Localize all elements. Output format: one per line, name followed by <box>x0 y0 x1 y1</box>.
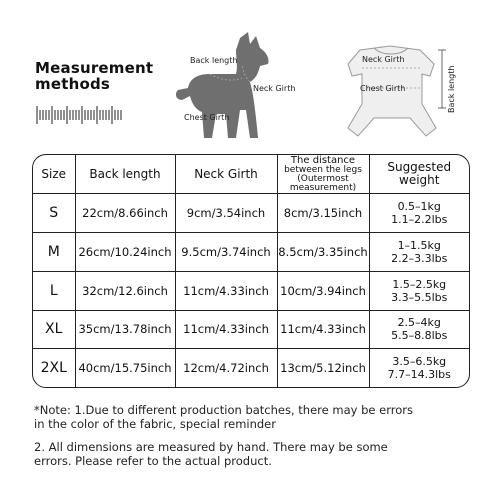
note-line: errors. Please refer to the actual product. <box>34 454 272 468</box>
table-row <box>33 194 469 233</box>
header-suggested-weight <box>369 155 469 194</box>
size-table-grid <box>33 155 469 387</box>
note-line: in the color of the fabric, special reminder <box>34 417 276 431</box>
cell-back-length: 22cm/8.66inch <box>75 194 175 233</box>
cell-weight-kg: 3.5–6.5kg <box>392 355 447 369</box>
cell-size: L <box>33 271 75 310</box>
header-leg-distance-line: The distance <box>290 154 356 166</box>
header-leg-distance-line: between the legs <box>284 164 362 175</box>
cell-neck-girth: 11cm/4.33inch <box>175 310 277 349</box>
cell-leg-distance: 13cm/5.12inch <box>277 349 369 387</box>
cell-size: S <box>33 194 75 233</box>
header-leg-distance <box>277 155 369 194</box>
note-line: 2. All dimensions are measured by hand. There may be some <box>34 440 388 454</box>
size-table <box>32 154 470 388</box>
table-row <box>33 271 469 310</box>
cell-weight-kg: 1–1.5kg <box>397 238 441 252</box>
cell-weight <box>369 194 469 233</box>
cell-size: XL <box>33 310 75 349</box>
cell-weight-lbs: 1.1–2.2lbs <box>391 212 448 226</box>
cell-leg-distance: 11cm/4.33inch <box>277 310 369 349</box>
dog-back-length-label: Back length <box>190 56 238 65</box>
cell-weight <box>369 349 469 387</box>
cell-weight-lbs: 3.3–5.5lbs <box>391 290 448 304</box>
cell-leg-distance: 8cm/3.15inch <box>277 194 369 233</box>
note-line: *Note: 1.Due to different production batches, there may be errors <box>34 403 413 417</box>
table-row <box>33 232 469 271</box>
cell-weight-lbs: 7.7–14.3lbs <box>387 368 451 382</box>
dog-neck-girth-label: Neck Girth <box>253 84 296 93</box>
table-header-row <box>33 155 469 194</box>
dog-chest-girth-label: Chest Girth <box>184 113 230 122</box>
cell-weight <box>369 232 469 271</box>
title-line-1: Measurement <box>35 59 154 77</box>
header-size: Size <box>33 155 75 194</box>
cell-weight-lbs: 2.2–3.3lbs <box>391 251 448 265</box>
cell-back-length: 32cm/12.6inch <box>75 271 175 310</box>
cell-weight-kg: 1.5–2.5kg <box>392 277 447 291</box>
page-title <box>35 60 175 92</box>
table-row <box>33 310 469 349</box>
header-back-length: Back length <box>75 155 175 194</box>
note-production-batches <box>34 403 484 431</box>
cell-size: 2XL <box>33 349 75 387</box>
shirt-back-length-label: Back length <box>447 65 456 113</box>
note-hand-measured <box>34 440 484 468</box>
cell-weight <box>369 310 469 349</box>
title-line-2: methods <box>35 75 111 93</box>
cell-weight-kg: 0.5–1kg <box>397 199 441 213</box>
cell-neck-girth: 12cm/4.72inch <box>175 349 277 387</box>
cell-weight-kg: 2.5–4kg <box>397 316 441 330</box>
header-weight-line: Suggested <box>387 160 452 174</box>
header-neck-girth: Neck Girth <box>175 155 277 194</box>
cell-back-length: 40cm/15.75inch <box>75 349 175 387</box>
shirt-neck-girth-label: Neck Girth <box>362 55 405 64</box>
ruler-icon <box>36 104 124 126</box>
cell-weight-lbs: 5.5–8.8lbs <box>391 329 448 343</box>
cell-neck-girth: 11cm/4.33inch <box>175 271 277 310</box>
cell-neck-girth: 9.5cm/3.74inch <box>175 232 277 271</box>
shirt-chest-girth-label: Chest Girth <box>360 84 406 93</box>
header-weight-line: weight <box>399 173 440 187</box>
cell-back-length: 26cm/10.24inch <box>75 232 175 271</box>
table-row <box>33 349 469 387</box>
cell-size: M <box>33 232 75 271</box>
header-leg-distance-line: (Outermost <box>297 173 349 184</box>
cell-leg-distance: 8.5cm/3.35inch <box>277 232 369 271</box>
cell-neck-girth: 9cm/3.54inch <box>175 194 277 233</box>
cell-leg-distance: 10cm/3.94inch <box>277 271 369 310</box>
cell-weight <box>369 271 469 310</box>
header-leg-distance-line: measurement) <box>289 182 357 193</box>
cell-back-length: 35cm/13.78inch <box>75 310 175 349</box>
